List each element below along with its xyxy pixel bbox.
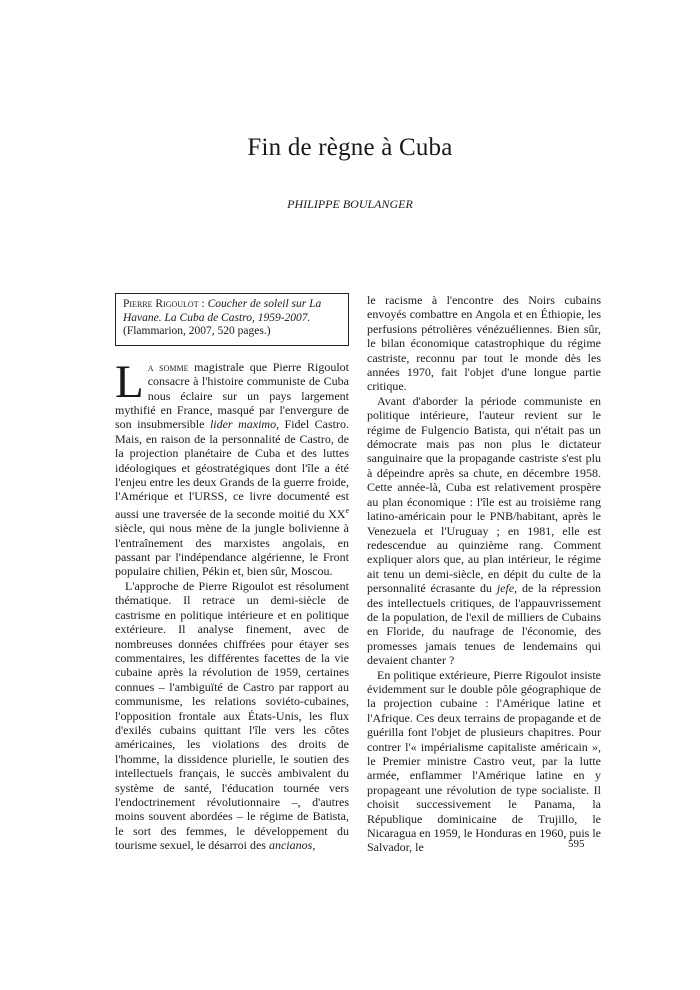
paragraph-2-emphasis: ancianos <box>268 838 313 853</box>
right-column <box>367 293 601 855</box>
paragraph-1-text-b: , Fidel Castro. Mais, en raison de la personnalité de Castro, de la projection planétaire de Cuba et des luttes idéologiques et géostratégiques dont l'île a été l'enjeu entre les deux Grands de la guerre froide, l'Amérique et l'URSS, ce livre documenté est aussi une traversée de la seconde moitié du <box>115 417 349 521</box>
page-number: 595 <box>568 838 585 850</box>
paragraph-2 <box>115 579 349 853</box>
publication-info: (Flammarion, 2007, 520 pages.) <box>123 325 271 338</box>
left-column <box>115 293 349 853</box>
paragraph-4-text-b: , de la répression des intellectuels critiques, de l'appauvrissement de la population, de l'exil de milliers de Cubains en Floride, du naufrage de l'économie, des promesses jamais tenues de lendemains qui devaient chanter ? <box>367 581 602 668</box>
paragraph-1-emphasis: lider maximo <box>209 417 277 432</box>
reviewed-author: Pierre Rigoulot <box>123 298 199 310</box>
book-reference-box <box>115 293 349 346</box>
paragraph-1-lead: a somme <box>147 359 189 374</box>
paragraph-4 <box>367 394 601 668</box>
paragraph-1-text-a: magistrale que Pierre Rigoulot consacre à l'histoire communiste de Cuba nous éclaire sur un pays largement mythifié en France, masqué par l'envergure de son insubmersible <box>115 359 349 432</box>
paragraph-3: le racisme à l'encontre des Noirs cubains envoyés combattre en Angola et en Éthiopie, les perfusions pétrolières vénézuéliennes. Bien sûr, le bilan économique catastrophique du régime castriste, reconnu par tout le monde dès les années 1970, fait l'objet d'une longue partie critique. <box>367 293 601 394</box>
paragraph-5: En politique extérieure, Pierre Rigoulot insiste évidemment sur le double pôle géographique de la projection cubaine : l'Amérique latine et l'Afrique. Ces deux terrains de propagande et de guérilla font l'objet de plusieurs chapitres. Pour contrer l'« impérialisme capitaliste américain », le Premier ministre Castro veut, par la lutte armée, enflammer l'Amérique latine en y propageant une révolution de type socialiste. Il choisit successivement le Panama, la République dominicaine de Trujillo, le Nicaragua en 1959, le Honduras en 1960, puis le Salvador, le <box>367 667 601 855</box>
reviewed-book-title: Coucher de soleil sur La Havane. La Cuba de Castro, 1959-2007. <box>123 298 322 324</box>
drop-cap: L <box>115 355 144 408</box>
century-numeral: XX <box>328 506 346 521</box>
paragraph-1 <box>115 355 349 579</box>
reference-separator: : <box>198 298 208 310</box>
paragraph-4-emphasis: jefe <box>496 581 515 596</box>
paragraph-1-text-c: siècle, qui nous mène de la jungle bolivienne à l'entraînement des marxistes angolais, en passant par l'indépendance algérienne, le Front populaire chilien, Pékin et, bien sûr, Moscou. <box>115 521 349 579</box>
paragraph-2-text-b: , <box>312 838 316 853</box>
article-title: Fin de règne à Cuba <box>247 134 453 161</box>
article-author: PHILIPPE BOULANGER <box>287 197 413 211</box>
century-superscript: e <box>345 505 349 515</box>
paragraph-4-text-a: Avant d'aborder la période communiste en politique intérieure, l'auteur revient sur le régime de Fulgencio Batista, qui n'était pas un démocrate mais pas non plus le dictateur sanguinaire que la propagande castriste s'est plu à dépeindre après sa chute, en décembre 1958. Cette année-là, Cuba est relativement prospère au plan économique : l'île est au troisième rang latino-américain pour le PNB/habitant, après le Venezuela et l'Uruguay ; en 1981, elle est redescendue au quinzième rang. Comment expliquer alors que, au plan intérieur, le régime ait tenu un demi-siècle, en dépit du culte de la personnalité écrasante du <box>367 393 601 596</box>
paragraph-2-text-a: L'approche de Pierre Rigoulot est résolument thématique. Il retrace un demi-siècle de castrisme en politique intérieure et en politique extérieure. Il analyse finement, avec de nombreuses données chiffrées pour étayer ses commentaires, les différentes facettes de la vie cubaine après la révolution de 1959, certaines connues – l'ambiguïté de Castro par rapport au communisme, les relations soviéto-cubaines, l'opposition frontale aux États-Unis, les flux d'exilés cubains quittant l'île vers les côtes américaines, les violations des droits de l'homme, la dissidence plurielle, le soutien des intellectuels français, le succès ambivalent du système de santé, l'éducation tournée vers l'endoctrinement révolutionnaire –, d'autres moins souvent abordées – le régime de Batista, le sort des femmes, le développement du tourisme sexuel, le désarroi des <box>115 578 349 853</box>
